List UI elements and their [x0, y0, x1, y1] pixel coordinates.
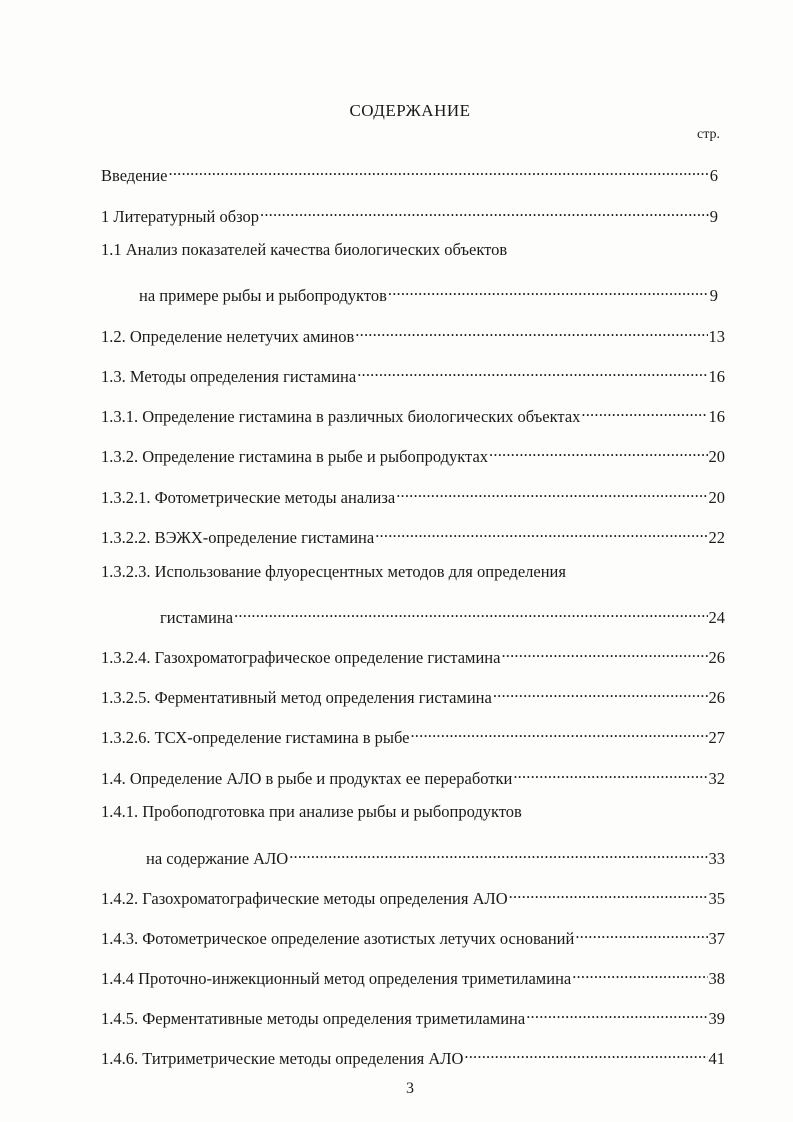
toc-entry-text: 1.3.2. Определение гистамина в рыбе и рыбопродуктах [101, 447, 489, 466]
toc-entry[interactable] [101, 882, 725, 908]
toc-entry-page: 16 [708, 367, 725, 386]
toc-leader-dots [234, 601, 707, 623]
toc-leader-dots [355, 320, 707, 342]
page-title: СОДЕРЖАНИЕ [349, 101, 471, 120]
toc-entry[interactable] [101, 762, 725, 788]
toc-leader-dots [357, 360, 707, 382]
toc-entry-text: 1.3. Методы определения гистамина [101, 367, 357, 386]
toc-entry[interactable] [101, 440, 725, 466]
toc-entry-page: 39 [708, 1009, 725, 1028]
toc-entry-text: на примере рыбы и рыбопродуктов [139, 286, 387, 305]
toc-leader-dots [169, 159, 709, 181]
toc-leader-dots [489, 440, 707, 462]
toc-leader-dots [572, 962, 707, 984]
toc-entry-page: 27 [708, 728, 725, 747]
toc-entry[interactable] [139, 279, 718, 305]
toc-entry-page: 37 [708, 929, 725, 948]
toc-leader-dots [410, 721, 707, 743]
toc-entry[interactable] [101, 521, 725, 547]
toc-entry-page: 9 [709, 207, 718, 226]
toc-entry[interactable] [101, 962, 725, 988]
toc-entry-page: 6 [709, 166, 718, 185]
toc-entry[interactable] [101, 681, 725, 707]
toc-entry-page: 20 [708, 488, 725, 507]
toc-leader-dots [501, 641, 707, 663]
toc-entry[interactable] [101, 360, 725, 386]
toc-leader-dots [509, 882, 708, 904]
toc-entry-text: 1.4.3. Фотометрическое определение азотистых летучих оснований [101, 929, 575, 948]
toc-leader-dots [493, 681, 708, 703]
toc-leader-dots [526, 1002, 707, 1024]
toc-entry-page: 24 [708, 608, 725, 627]
toc-entry-text: 1.4.1. Пробоподготовка при анализе рыбы и рыбопродуктов [101, 802, 522, 821]
toc-entry-text: 1.3.2.3. Использование флуоресцентных методов для определения [101, 562, 566, 581]
toc-entry-text: 1.1 Анализ показателей качества биологических объектов [101, 240, 508, 259]
toc-leader-dots [375, 521, 707, 543]
toc-entry-text: 1.2. Определение нелетучих аминов [101, 327, 355, 346]
toc-entry[interactable] [146, 842, 725, 868]
toc-entry-text: 1.4.2. Газохроматографические методы определения АЛО [101, 889, 508, 908]
page-number: 3 [406, 1080, 414, 1097]
toc-leader-dots [575, 922, 707, 944]
toc-entry-page: 22 [708, 528, 725, 547]
toc-entry-text: 1.3.2.1. Фотометрические методы анализа [101, 488, 396, 507]
toc-entry-page: 13 [708, 327, 725, 346]
toc-entry[interactable] [101, 481, 725, 507]
toc-entry-page: 26 [708, 648, 725, 667]
toc-entry-text: 1.4.5. Ферментативные методы определения триметиламина [101, 1009, 526, 1028]
toc-entry-text: 1.4.6. Титриметрические методы определения АЛО [101, 1049, 464, 1068]
toc-entry[interactable] [101, 320, 725, 346]
toc-entry-text: 1.3.2.4. Газохроматографическое определение гистамина [101, 648, 501, 667]
page-column-label: стр. [697, 127, 721, 142]
toc-leader-dots [581, 400, 707, 422]
toc-entry[interactable] [101, 922, 725, 948]
toc-leader-dots [513, 762, 707, 784]
toc-entry-text: 1.4. Определение АЛО в рыбе и продуктах ее переработки [101, 769, 513, 788]
toc-entry-text: 1.3.2.5. Ферментативный метод определения гистамина [101, 688, 492, 707]
toc-leader-dots [260, 200, 709, 222]
toc-entry-text: 1.3.1. Определение гистамина в различных биологических объектах [101, 407, 581, 426]
toc-entry-text: 1.4.4 Проточно-инжекционный метод определения триметиламина [101, 969, 572, 988]
toc-leader-dots [464, 1042, 707, 1064]
toc-entry-page: 35 [708, 889, 725, 908]
toc-leader-dots [396, 481, 707, 503]
toc-entry-page: 41 [708, 1049, 725, 1068]
toc-entry-page: 26 [708, 688, 725, 707]
toc-leader-dots [388, 279, 709, 301]
toc-entry[interactable] [101, 159, 718, 185]
toc-entry[interactable] [101, 641, 725, 667]
toc-entry-page: 20 [708, 447, 725, 466]
toc-entry-text: гистамина [160, 608, 234, 627]
toc-entry-page: 32 [708, 769, 725, 788]
toc-entry-page: 9 [709, 286, 718, 305]
toc-entry-text: 1 Литературный обзор [101, 207, 260, 226]
toc-entry-page: 38 [708, 969, 725, 988]
toc-leader-dots [289, 842, 707, 864]
toc-entry-text: Введение [101, 166, 168, 185]
toc-entry-text: 1.3.2.2. ВЭЖХ-определение гистамина [101, 528, 375, 547]
toc-entry[interactable] [101, 1002, 725, 1028]
toc-entry[interactable] [160, 601, 725, 627]
toc-entry[interactable] [101, 400, 725, 426]
toc-entry-page: 16 [708, 407, 725, 426]
toc-entry-page: 33 [708, 849, 725, 868]
toc-entry-text: на содержание АЛО [146, 849, 289, 868]
toc-entry[interactable] [101, 200, 718, 226]
toc-entry[interactable] [101, 721, 725, 747]
toc-entry-text: 1.3.2.6. ТСХ-определение гистамина в рыбе [101, 728, 410, 747]
toc-entry[interactable] [101, 1042, 725, 1068]
